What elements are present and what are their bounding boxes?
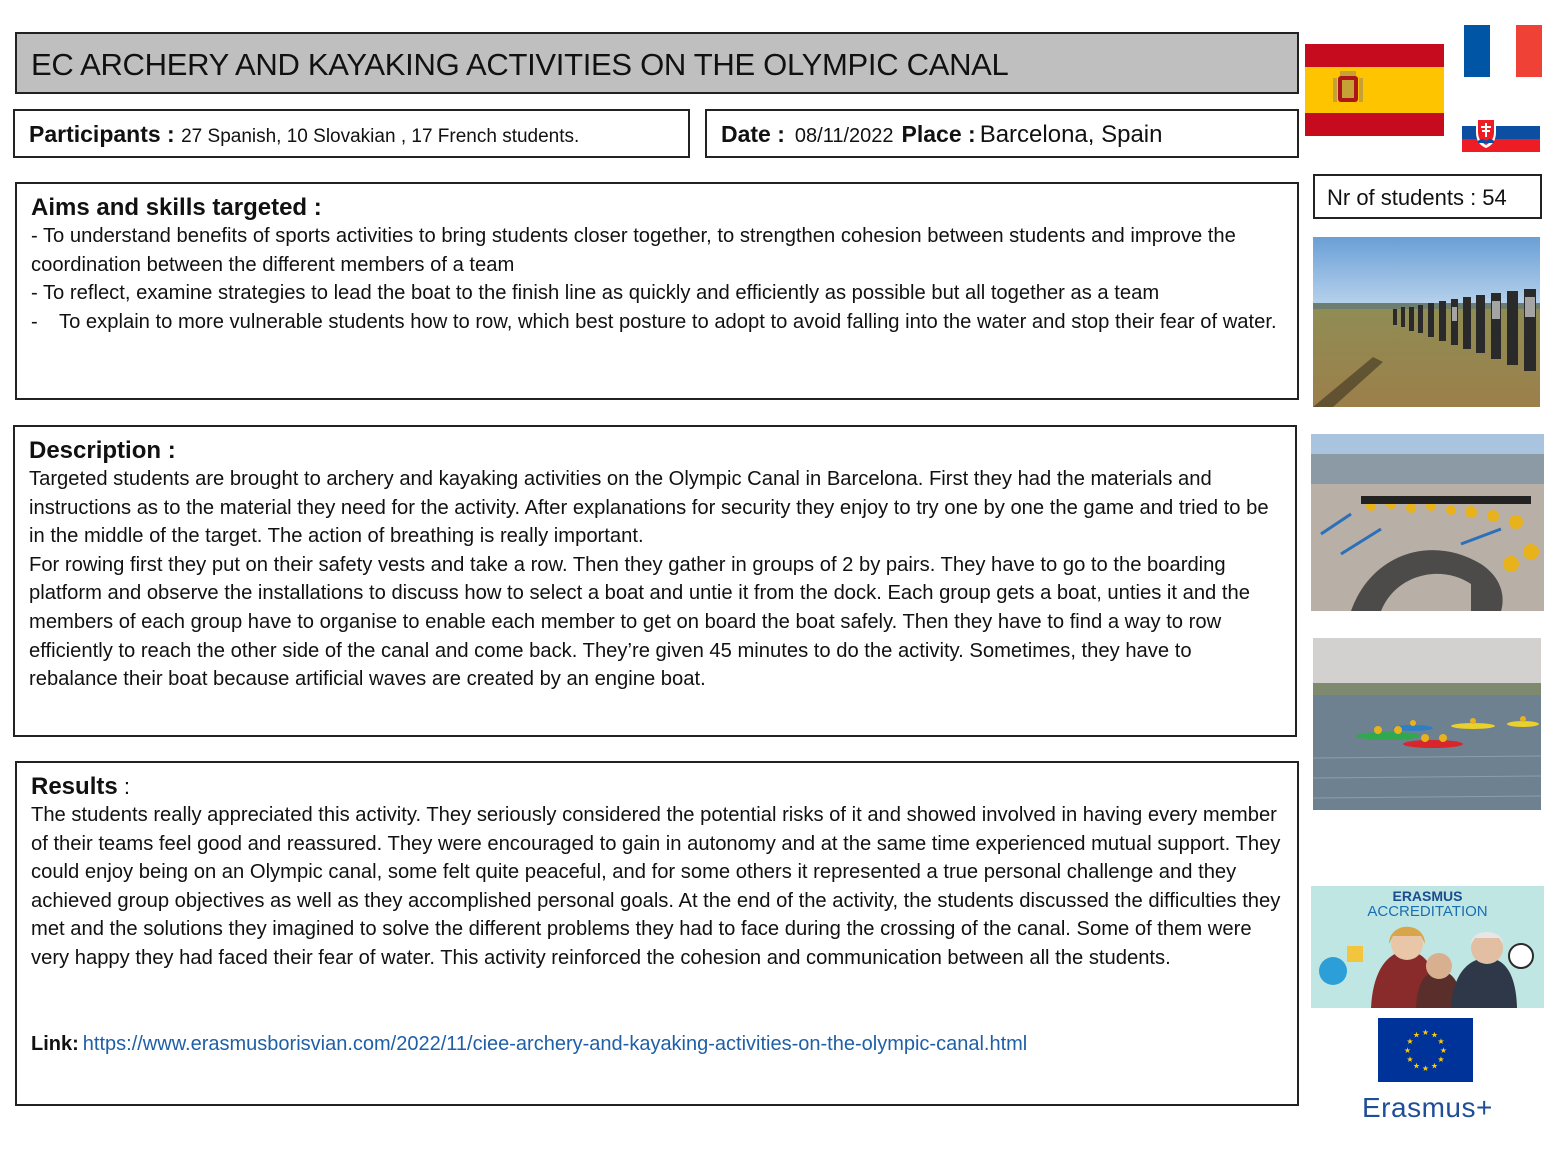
date-label: Date : xyxy=(721,121,785,147)
svg-text:★: ★ xyxy=(1406,1055,1414,1064)
title-banner xyxy=(15,32,1299,94)
page-title: EC ARCHERY AND KAYAKING ACTIVITIES ON THE OLYMPIC CANAL xyxy=(31,47,1009,82)
description-box xyxy=(13,425,1297,737)
participants-value: 27 Spanish, 10 Slovakian , 17 French students. xyxy=(181,126,580,147)
spain-flag-icon xyxy=(1305,44,1444,136)
results-box xyxy=(15,761,1299,1106)
place-label: Place : xyxy=(901,121,976,147)
svg-text:★: ★ xyxy=(1403,1046,1412,1055)
eu-flag-icon xyxy=(1378,1018,1473,1082)
results-heading-colon: : xyxy=(117,774,130,799)
description-paragraph: Targeted students are brought to archery and kayaking activities on the Olympic Canal in Barcelona. First they had the materials and instructions as to the material they need for the activity. After explanations for security they enjoy to try one by one the game and tried to be in the middle of the target. The action of breathing is really important. xyxy=(29,468,1269,548)
results-heading: Results xyxy=(31,773,118,800)
svg-text:★: ★ xyxy=(1439,1046,1448,1055)
description-paragraph: For rowing first they put on their safety vests and take a row. Then they gather in groups of 2 by pairs. They have to go to the boarding platform and observe the installations to discuss how to select a boat and untie it from the dock. Each group gets a boat, unties it and the members of each group have to organise to enable each member to get on board the boat safely. Then they have to find a way to row efficiently to reach the other side of the canal and come back. They’re given 45 minutes to do the activity. Sometimes, they have to rebalance their boat because artificial waves are created by an engine boat. xyxy=(29,553,1250,691)
participants-box xyxy=(13,109,690,158)
aims-heading: Aims and skills targeted : xyxy=(31,194,322,221)
participants-label: Participants : xyxy=(29,121,175,147)
aims-item-dash: - xyxy=(31,310,38,333)
date-value: 08/11/2022 xyxy=(794,125,894,147)
results-text: The students really appreciated this activity. They seriously considered the potential risks of it and showed involved in having every member of their teams feel good and reassured. They were encouraged to gain in autonomy and at the same time experienced mutual support. They could enjoy being on an Olympic canal, some felt quite peaceful, and for some others it represented a true personal challenge and they achieved group objectives as well as they accomplished personal goals. At the end of the activity, the students discussed the difficulties they met and the solutions they imagined to solve the different problems they had to face during the crossing of the canal. Some of them were very happy they had faced their fear of water. This activity reinforced the cohesion and communication between all the students. xyxy=(31,804,1281,969)
photo-archery-group xyxy=(1313,237,1540,407)
france-flag-icon xyxy=(1464,25,1542,77)
date-place-box xyxy=(705,109,1299,158)
aims-item: - To reflect, examine strategies to lead the boat to the finish line as quickly and efficiently as possible but all together as a team xyxy=(31,282,1160,305)
place-value: Barcelona, Spain xyxy=(979,121,1163,148)
svg-text:★: ★ xyxy=(1430,1030,1439,1040)
photo-kayaks-canal xyxy=(1313,638,1541,810)
article-link[interactable]: https://www.erasmusborisvian.com/2022/11/ciee-archery-and-kayaking-activities-on-the-olympic-canal.html xyxy=(82,1033,1028,1055)
erasmus-accreditation-image xyxy=(1311,886,1544,1008)
description-heading: Description : xyxy=(29,437,176,464)
aims-item: To explain to more vulnerable students how to row, which best posture to adopt to avoid falling into the water and stop their fear of water. xyxy=(59,310,1277,333)
accreditation-line2: ACCREDITATION xyxy=(1367,903,1488,920)
slovakia-flag-icon xyxy=(1462,113,1540,152)
aims-item: - To understand benefits of sports activities to bring students closer together, to strengthen cohesion between students and improve the coordination between the different members of a team xyxy=(31,225,1236,276)
erasmus-plus-logo: Erasmus+ xyxy=(1362,1092,1493,1123)
svg-text:★: ★ xyxy=(1430,1061,1439,1071)
svg-text:★: ★ xyxy=(1406,1037,1414,1046)
svg-text:★: ★ xyxy=(1437,1037,1445,1046)
participants-line xyxy=(29,121,579,148)
aims-box xyxy=(15,182,1299,400)
link-label: Link: xyxy=(31,1033,79,1055)
results-heading-line xyxy=(31,773,1283,801)
svg-text:★: ★ xyxy=(1421,1064,1430,1073)
accreditation-line1: ERASMUS xyxy=(1392,888,1463,904)
students-count-box xyxy=(1313,174,1542,219)
svg-text:★: ★ xyxy=(1412,1061,1421,1071)
link-row xyxy=(31,1033,1027,1056)
svg-text:★: ★ xyxy=(1421,1028,1430,1037)
photo-students-paddles xyxy=(1311,434,1544,611)
svg-text:★: ★ xyxy=(1412,1030,1421,1040)
date-place-line xyxy=(721,121,1162,149)
svg-text:★: ★ xyxy=(1437,1055,1445,1064)
students-count: Nr of students : 54 xyxy=(1327,185,1507,210)
